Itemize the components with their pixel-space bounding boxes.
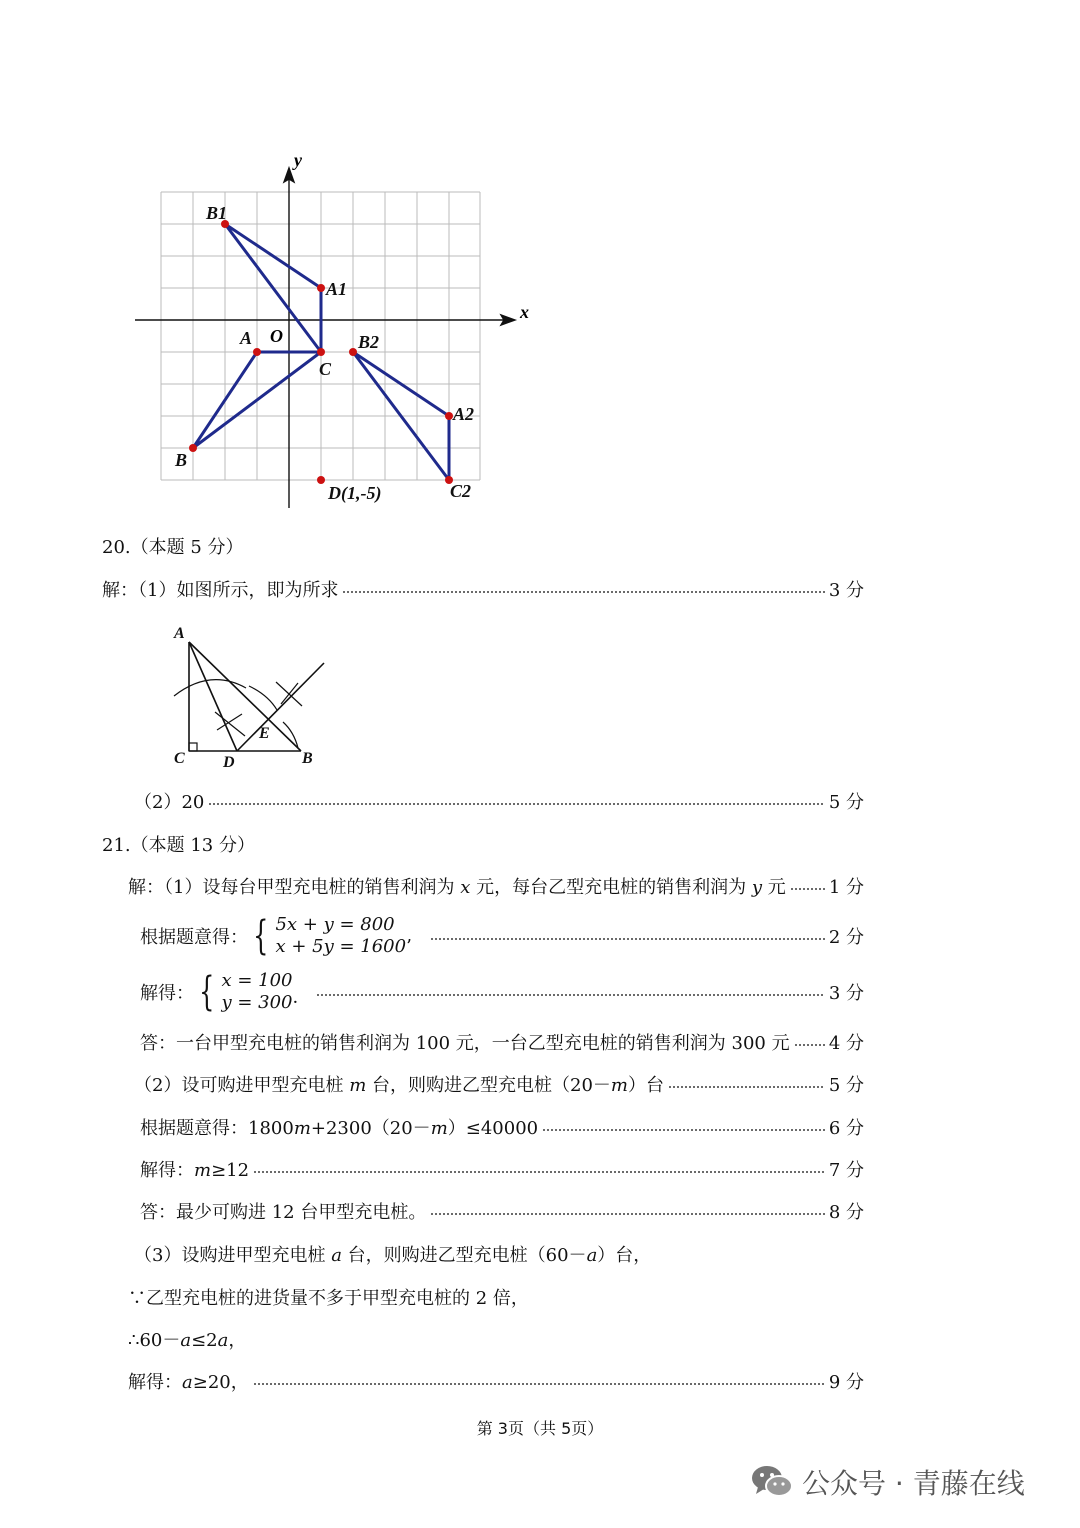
q21-line-12: 解得：a≥20， 9 分 xyxy=(0,1367,1080,1395)
score: 7 分 xyxy=(828,1160,864,1181)
q20-header: 20.（本题 5 分） xyxy=(102,537,244,558)
origin-label: O xyxy=(270,326,283,346)
brace: { xyxy=(199,969,215,1015)
q21-line-6: 根据题意得：1800m+2300（20－m）≤40000 6 分 xyxy=(0,1113,1080,1141)
score: 5 分 xyxy=(828,1075,864,1096)
leader-dots xyxy=(253,1171,825,1173)
score: 3 分 xyxy=(828,580,864,601)
score: 5 分 xyxy=(828,792,864,813)
leader-dots xyxy=(794,1044,825,1046)
triangle-construction-figure xyxy=(160,620,340,770)
leader-dots xyxy=(790,888,825,890)
q21-line-3: 解得： { x = 100 y = 300· 3 分 xyxy=(140,969,864,1015)
label-b: B xyxy=(175,450,188,470)
equation-system: x = 100 y = 300· xyxy=(221,970,299,1013)
score: 9 分 xyxy=(828,1372,864,1393)
point-a1 xyxy=(317,284,325,292)
label-d: D(1,-5) xyxy=(328,483,382,503)
score: 8 分 xyxy=(828,1202,864,1223)
q21-line-4: 答：一台甲型充电桩的销售利润为 100 元，一台乙型充电桩的销售利润为 300 元 4 分 xyxy=(0,1028,1080,1056)
watermark-text: 公众号 · 青藤在线 xyxy=(802,1467,1025,1500)
label-b1: B1 xyxy=(206,203,228,223)
leader-dots xyxy=(208,803,824,805)
leader-dots xyxy=(542,1129,825,1131)
leader-dots xyxy=(430,1213,824,1215)
point-a xyxy=(253,348,261,356)
watermark xyxy=(750,1462,1025,1502)
q20-part1-line: 解：（1）如图所示，即为所求 3 分 xyxy=(0,575,1080,603)
q21-line-2: 根据题意得： { 5x + y = 800 x + 5y = 1600’ 2 分 xyxy=(140,913,864,959)
point-c xyxy=(317,348,325,356)
q21-line-11: ∴60－a≤2a， xyxy=(128,1330,247,1351)
q21-line-5: （2）设可购进甲型充电桩 m 台，则购进乙型充电桩（20－m）台 5 分 xyxy=(0,1070,1080,1098)
q21-header: 21.（本题 13 分） xyxy=(102,835,255,856)
q21-line-10: ∵乙型充电桩的进货量不多于甲型充电桩的 2 倍， xyxy=(128,1288,529,1309)
leader-dots xyxy=(316,994,825,996)
page-footer: 第 3页（共 5页） xyxy=(476,1419,604,1438)
q21-line-1: 解：（1）设每台甲型充电桩的销售利润为 x 元，每台乙型充电桩的销售利润为 y 元 1 分 xyxy=(0,872,1080,900)
label-a1: A1 xyxy=(326,279,348,299)
fig20-label-d: D xyxy=(223,754,235,770)
x-axis-label: x xyxy=(520,302,529,322)
leader-dots xyxy=(342,591,824,593)
leader-dots xyxy=(668,1086,825,1088)
label-c: C xyxy=(319,359,332,379)
q21-line-9: （3）设购进甲型充电桩 a 台，则购进乙型充电桩（60－a）台， xyxy=(134,1245,652,1266)
label-a: A xyxy=(240,328,253,348)
equation-system: 5x + y = 800 x + 5y = 1600’ xyxy=(275,914,412,957)
label-b2: B2 xyxy=(358,332,380,352)
q21-line-8: 答：最少可购进 12 台甲型充电桩。 8 分 xyxy=(0,1197,1080,1225)
leader-dots xyxy=(253,1383,825,1385)
score: 1 分 xyxy=(828,877,864,898)
fig20-label-a: A xyxy=(174,625,185,642)
score: 6 分 xyxy=(828,1118,864,1139)
q20-part2-line: （2）20 5 分 xyxy=(0,787,1080,815)
point-b xyxy=(189,444,197,452)
label-c2: C2 xyxy=(450,481,472,501)
fig20-label-b: B xyxy=(302,750,313,767)
label-a2: A2 xyxy=(453,404,475,424)
point-a2 xyxy=(445,412,453,420)
y-axis-label: y xyxy=(294,150,302,170)
point-d xyxy=(317,476,325,484)
score: 4 分 xyxy=(828,1033,864,1054)
q21-line-7: 解得：m≥12 7 分 xyxy=(0,1155,1080,1183)
brace: { xyxy=(253,913,269,959)
leader-dots xyxy=(430,938,825,940)
score: 2 分 xyxy=(828,927,864,948)
point-b2 xyxy=(349,348,357,356)
score: 3 分 xyxy=(828,983,864,1004)
coordinate-figure xyxy=(120,140,560,520)
fig20-label-e: E xyxy=(259,725,270,742)
axes xyxy=(135,168,515,508)
wechat-icon xyxy=(750,1463,794,1501)
fig20-label-c: C xyxy=(174,750,185,767)
